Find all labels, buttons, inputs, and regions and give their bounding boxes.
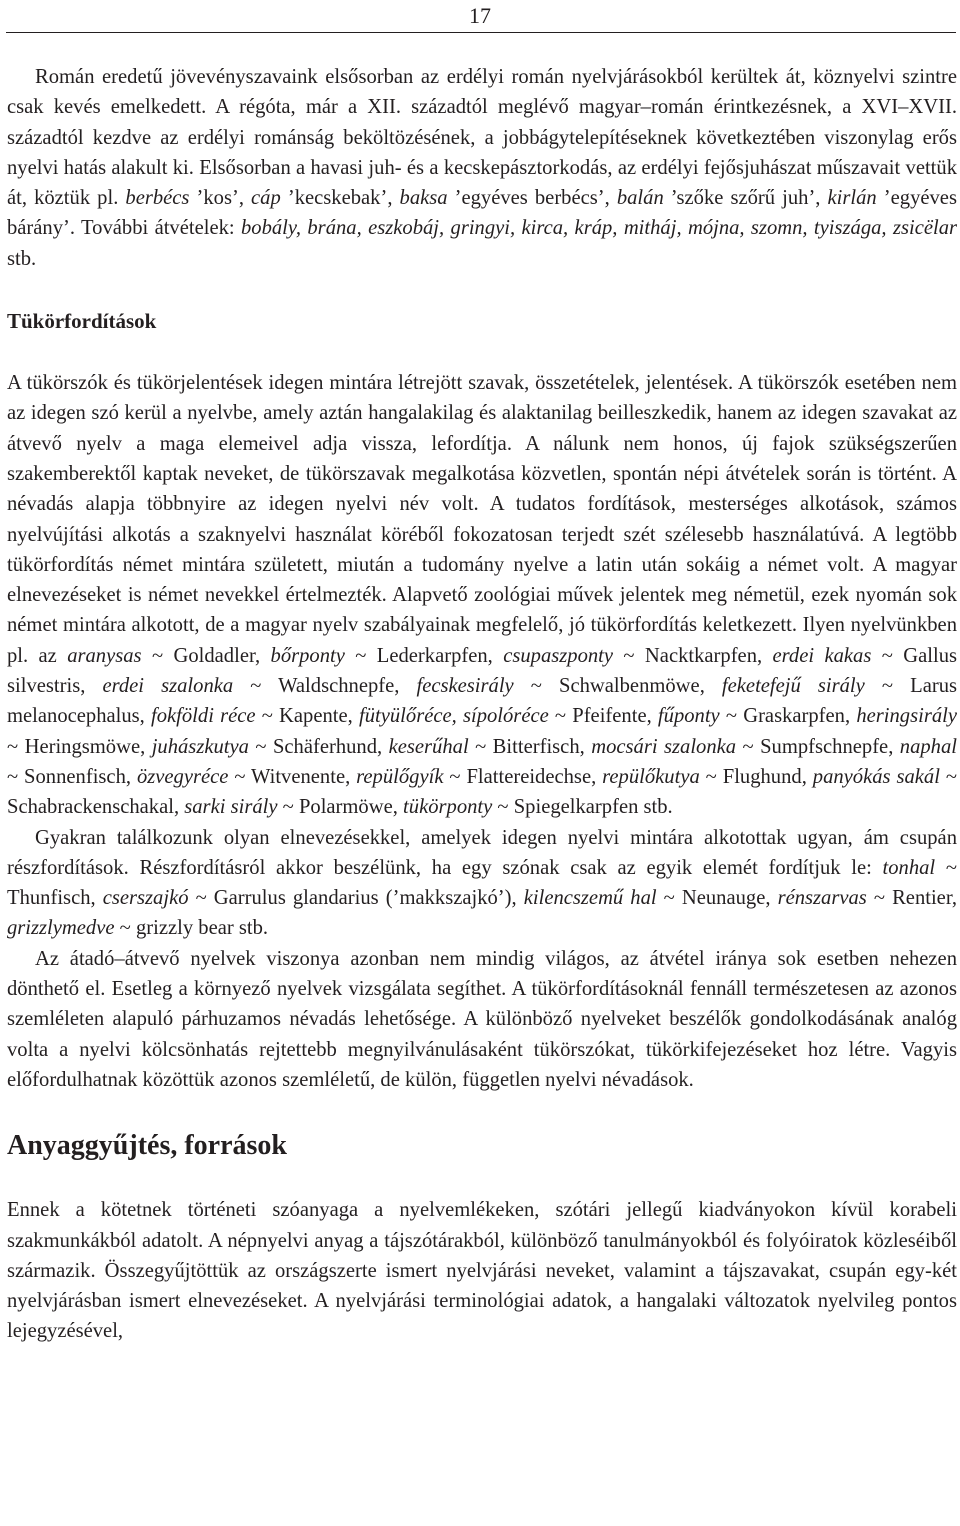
term: kirlán	[827, 187, 877, 210]
term: fütyülőréce, sípolóréce	[359, 705, 549, 728]
term: erdei szalonka	[102, 675, 234, 698]
text-run: ~ Rentier,	[866, 887, 958, 910]
text-run: ~ Gallus silvestris,	[7, 644, 958, 698]
header-rule	[6, 32, 956, 33]
text-run: ~ Sonnenfisch,	[7, 765, 137, 788]
term: rénszarvas	[777, 887, 867, 910]
section-heading-tukorforditasok: Tükörfordítások	[7, 309, 157, 334]
term: cáp	[251, 187, 281, 210]
text-run: ’egyéves berbécs’,	[447, 187, 617, 210]
text-run: ~ Sumpfschnepfe,	[736, 735, 900, 758]
text-run: ~ Witvenente,	[228, 765, 357, 788]
term: grizzlymedve	[7, 917, 115, 940]
term: naphal	[899, 735, 957, 758]
text-run: ~ Nacktkarpfen,	[613, 644, 773, 667]
section-heading-anyaggyujtes: Anyaggyűjtés, források	[7, 1130, 287, 1162]
text-run: ~ Schwalbenmöwe,	[513, 675, 722, 698]
page-number: 17	[469, 3, 491, 28]
paragraph-calques	[7, 368, 957, 822]
text-run: ~ Schabrackenschakal,	[7, 765, 957, 819]
paragraph-language-relations: Az átadó–átvevő nyelvek viszonya azonban nem mindig világos, az átvétel iránya sok esetben nehezen dönthető el. Esetleg a környező nyelvek vizsgálata segíthet. A tükörfordításoknál fennáll természetesen az azonos szemléleten alapuló párhuzamos névadás lehetősége. A különböző nyelveket beszélők gondolkodásának analóg volta a nyelvi kölcsönhatás rejtettebb megnyilvánulásaként tükörszókat, tükörkifejezéseket hoz létre. Vagyis előfordulhatnak közöttük azonos szemléletű, de külön, független nyelvi névadások.	[7, 947, 957, 1091]
text-run: Román eredetű jövevényszavaink elsősorban az erdélyi román nyelvjárásokból kerültek át, köznyelvi szintre csak kevés emelkedett. A régóta, már a XII. századtól meglévő magyar–román érintkezésnek, a XVI–XVII. századtól kezdve az erdélyi románság beköltözésének, a jobbágytelepítéseknek következtében viszonylag erős nyelvi hatás alakult ki. Elsősorban a havasi juh- és a kecskepásztorkodás, az erdélyi fejősjuhászat műszavait vettük át, köztük pl.	[7, 66, 957, 210]
text-run: ~ Spiegelkarpfen stb.	[492, 796, 673, 819]
text-run: ~ Heringsmöwe,	[7, 735, 152, 758]
text-run: ~ Garrulus glandarius (’makkszajkó’),	[188, 887, 524, 910]
text-run: ~ Larus melanocephalus,	[7, 675, 958, 728]
term: juhászkutya	[151, 735, 249, 758]
text-run: ~ Flattereidechse,	[443, 765, 603, 788]
term: mocsári szalonka	[591, 735, 737, 758]
term: heringsirály	[856, 705, 957, 728]
text-run: ~ Neunauge,	[656, 887, 778, 910]
term: berbécs	[125, 187, 190, 210]
text-run: ~ Polarmöwe,	[277, 796, 404, 819]
term: fokföldi réce	[151, 705, 256, 728]
text-run: ~ Goldadler,	[141, 644, 271, 667]
text-run: ’kos’,	[189, 187, 252, 210]
text-run: ~ Pfeifente,	[548, 705, 658, 728]
text-run: ~ Schäferhund,	[248, 735, 389, 758]
text-run: Gyakran találkozunk olyan elnevezésekkel, amelyek idegen nyelvi mintára alkotottak ugyan, ám csupán részfordítások. Részfordításról akkor beszélünk, ha egy szónak csak az egyik elemét fordítjuk le:	[7, 826, 957, 879]
term: balán	[616, 187, 664, 210]
text-run: stb.	[7, 247, 37, 270]
term: panyókás sakál	[812, 765, 940, 788]
term: fűponty	[657, 705, 720, 728]
term: sarki sirály	[184, 796, 278, 819]
text-run: ~ grizzly bear stb.	[114, 917, 269, 940]
term: csupaszponty	[503, 644, 614, 667]
term: repülőkutya	[602, 765, 700, 788]
term: cserszajkó	[102, 887, 189, 910]
term: fecskesirály	[416, 675, 514, 698]
term: bobály, brána, eszkobáj, gringyi, kirca, kráp, mitháj, mójna, szomn, tyiszága, zsicëlar	[240, 217, 958, 240]
term: feketefejű sirály	[721, 675, 865, 698]
text-run: ~ Waldschnepfe,	[233, 675, 417, 698]
text-run: ’kecskebak’,	[280, 187, 400, 210]
term: tükörponty	[403, 796, 493, 819]
text-run: A tükörszók és tükörjelentések idegen mintára létrejött szavak, összetételek, jelentések. A tükörszók esetében nem az idegen szó kerül a nyelvbe, amely aztán hangalakilag és alaktanilag beilleszkedik, hanem az idegen szavakat az átvevő nyelv a maga elemeivel adja vissza, lefordítja. A nálunk nem honos, új fajok szükségszerűen szakemberektől kaptak neveket, de tükörszavak megalkotása közvetlen, spontán népi átvételek során is történt. A névadás alapja többnyire az idegen nyelvi név volt. A tudatos fordítások, mesterséges alkotások, számos nyelvújítási alkotás a szaknyelvi használat köréből fokozatosan terjedt szét szélesebb használatúvá. A legtöbb tükörfordítás német mintára született, miután a tudomány nyelve a latin után sokáig a német volt. A magyar elnevezéseket is német nevekkel értelmezték. Alapvető zoológiai művek jelentek meg németül, ezek nyomán sok német mintára alkotott, de a magyar nyelv szabályainak megfelelő, jó tükörfordítás keletkezett. Ilyen nyelvünkben pl. az	[7, 372, 957, 667]
term: keserűhal	[388, 735, 469, 758]
text-run: ’egyéves bárány’. További átvételek:	[7, 187, 957, 240]
text-run: ~ Lederkarpfen,	[344, 644, 504, 667]
page-body	[7, 62, 957, 1347]
paragraph-partial-translations	[7, 823, 957, 944]
term: erdei kakas	[772, 644, 872, 667]
text-run: ~ Thunfisch,	[7, 856, 957, 910]
term: aranysas	[67, 644, 142, 667]
term: kilencszemű hal	[523, 887, 657, 910]
term: tonhal	[882, 856, 936, 879]
paragraph-sources: Ennek a kötetnek történeti szóanyaga a nyelvemlékeken, szótári jellegű kiadványokon kívül korabeli szakmunkákból adatolt. A népnyelvi anyag a tájszótárakból, különböző tanulmányokból és folyóiratok közleséiből származik. Összegyűjtöttük az országszerte ismert nyelvjárási neveket, valamint a tájszavakat, csupán egy-két nyelvjárásban ismert elnevezéseket. A nyelvjárási terminológiai adatok, a hangalaki változatok nyelvileg pontos lejegyzésével,	[7, 1199, 957, 1343]
paragraph-romanian-loanwords	[7, 62, 957, 274]
text-run: ~ Graskarpfen,	[719, 705, 857, 728]
term: repülőgyík	[356, 765, 444, 788]
text-run: ’szőke szőrű juh’,	[663, 187, 828, 210]
term: özvegyréce	[136, 765, 229, 788]
text-run: ~ Kapente,	[255, 705, 359, 728]
text-run: ~ Flughund,	[699, 765, 813, 788]
term: baksa	[399, 187, 448, 210]
term: bőrponty	[270, 644, 345, 667]
text-run: ~ Bitterfisch,	[468, 735, 592, 758]
